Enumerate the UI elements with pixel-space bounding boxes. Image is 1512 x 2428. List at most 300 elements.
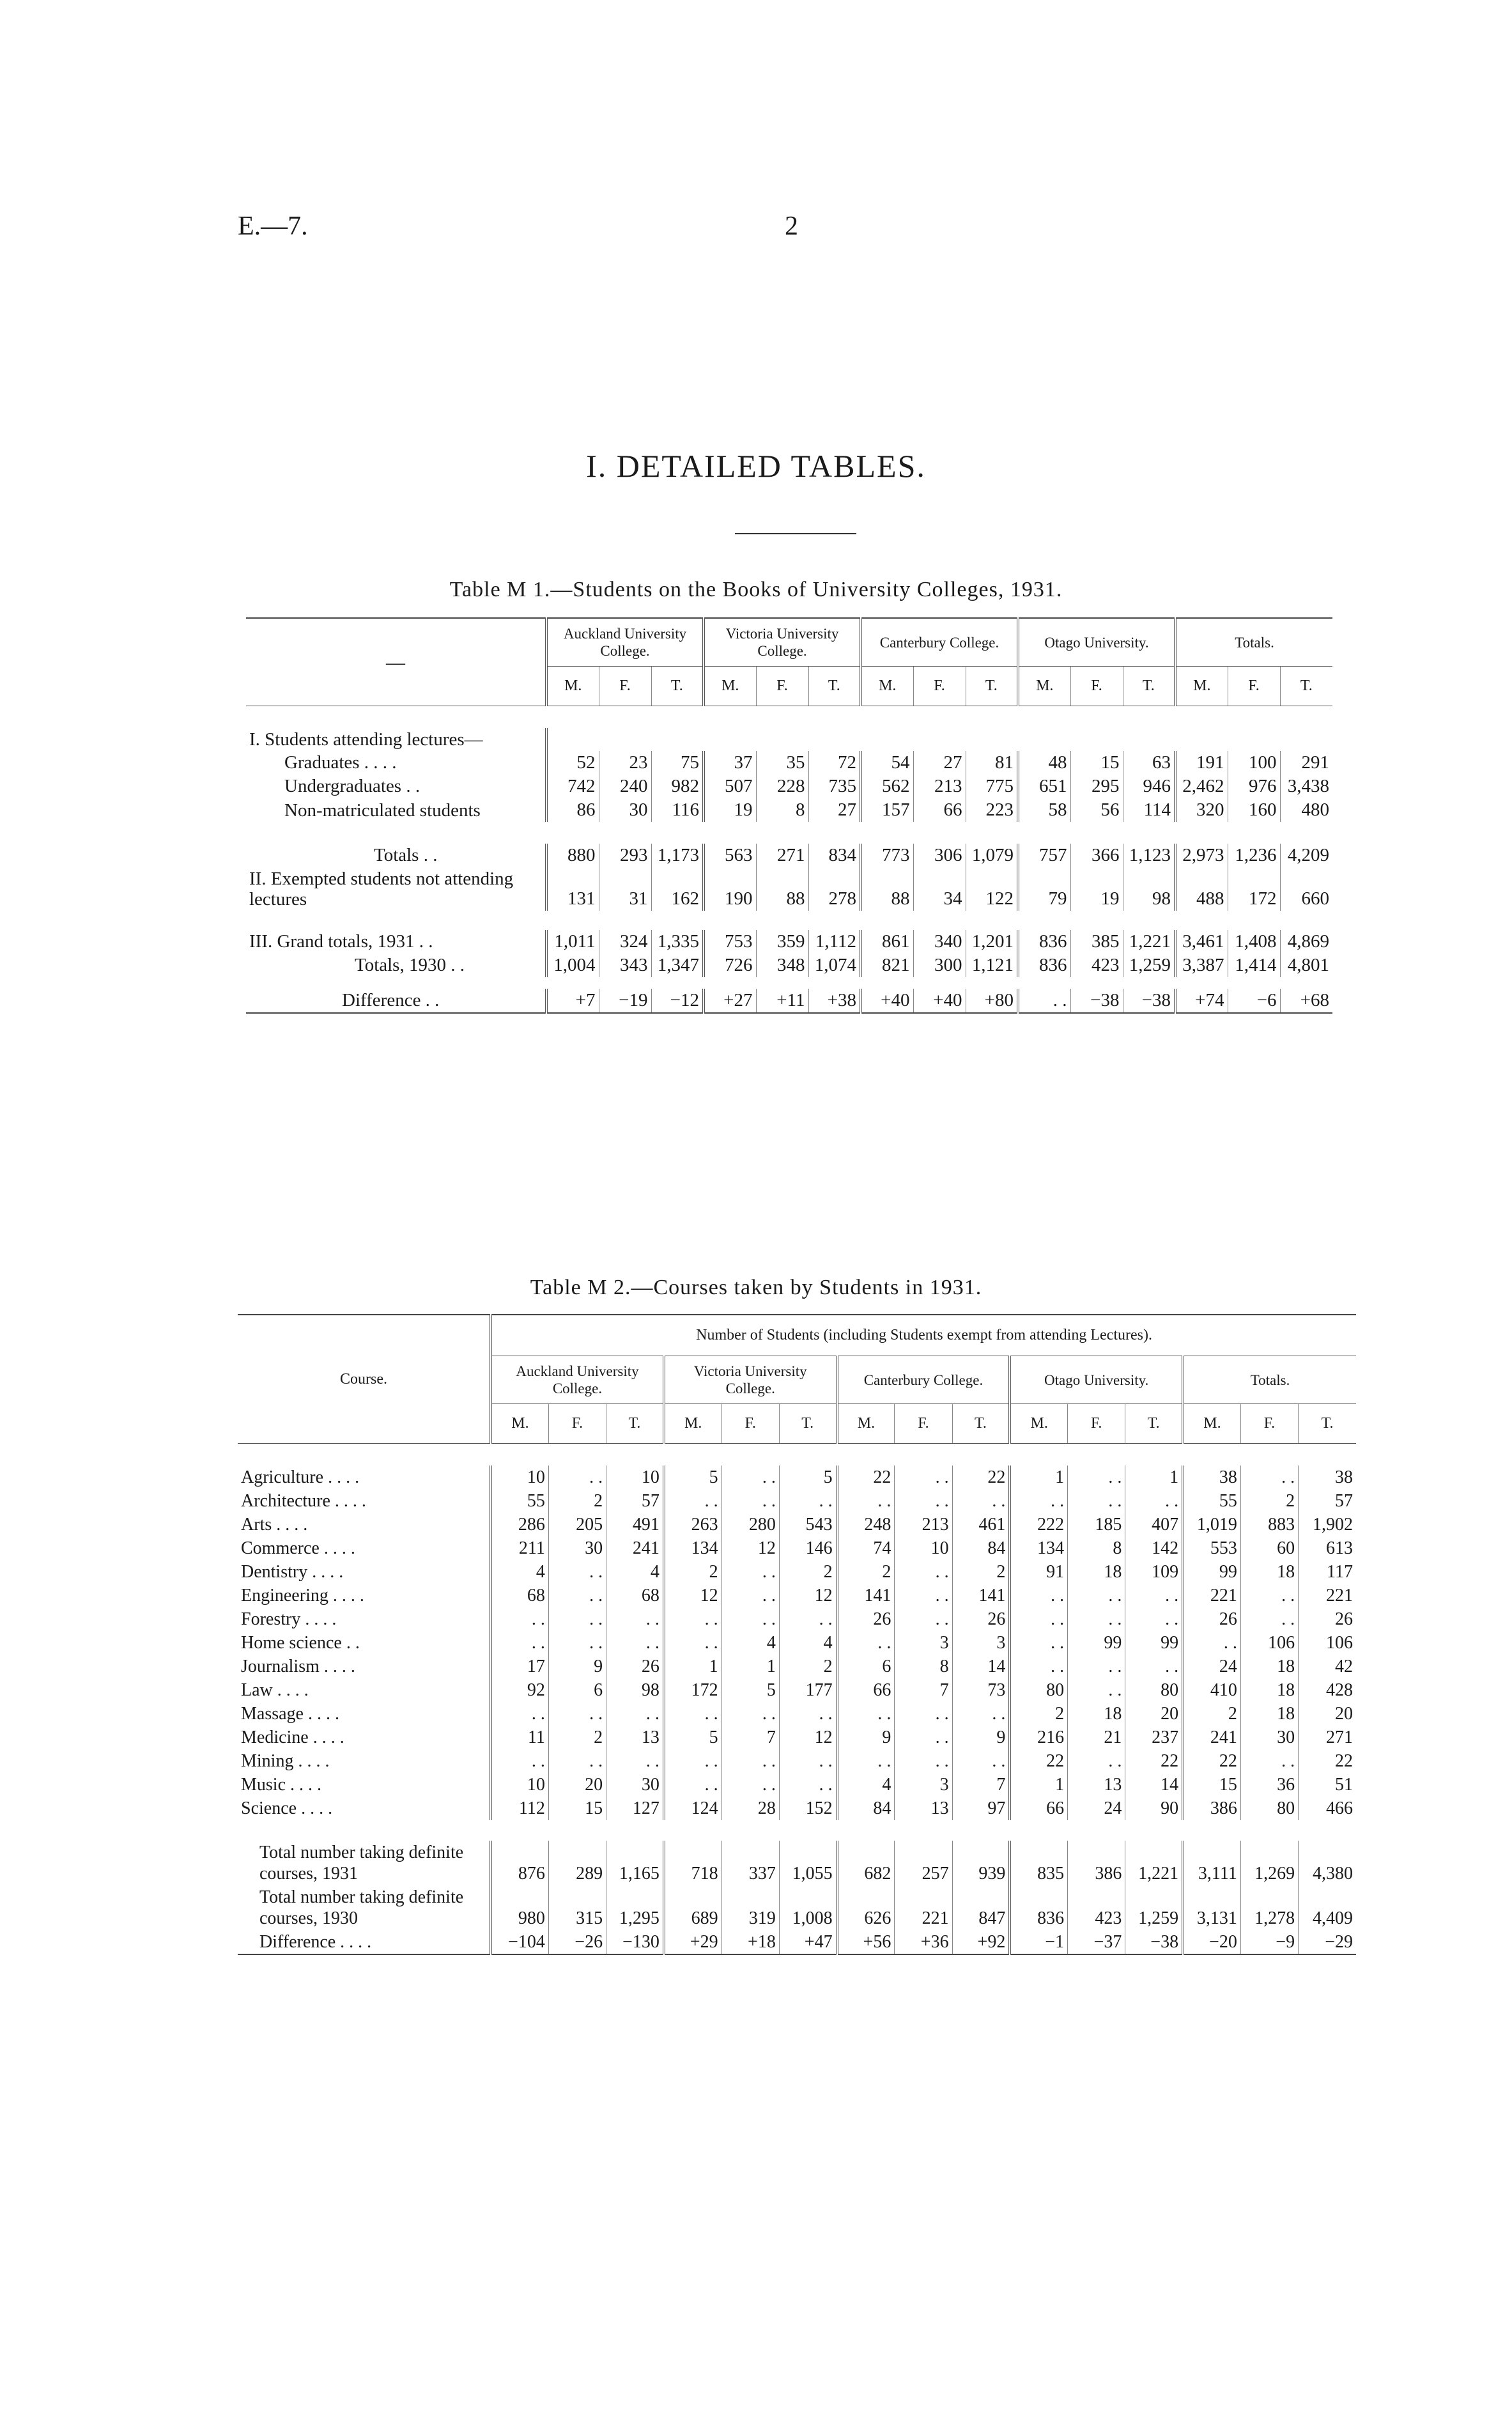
- cell-value: . .: [606, 1607, 664, 1631]
- cell-value: . .: [837, 1489, 895, 1513]
- cell-value: 9: [837, 1726, 895, 1749]
- cell-value: 8: [756, 798, 808, 822]
- cell-value: 10: [606, 1465, 664, 1489]
- sub-column-header: T.: [1125, 1404, 1183, 1444]
- cell-value: . .: [721, 1560, 779, 1584]
- group-header: Totals.: [1183, 1356, 1356, 1404]
- group-header: Auckland University College.: [491, 1356, 664, 1404]
- cell-value: . .: [1010, 1607, 1067, 1631]
- cell-value: . .: [664, 1773, 721, 1797]
- cell-value: 407: [1125, 1513, 1183, 1536]
- group-header: Totals.: [1175, 618, 1332, 667]
- cell-value: 73: [952, 1678, 1010, 1702]
- cell-value: 726: [704, 954, 756, 977]
- cell-value: 81: [966, 751, 1018, 775]
- cell-value: . .: [491, 1607, 548, 1631]
- table-row: [238, 1489, 1356, 1513]
- cell-value: 34: [913, 867, 966, 911]
- cell-value: 68: [491, 1584, 548, 1607]
- cell-value: +92: [952, 1930, 1010, 1954]
- cell-value: 348: [756, 954, 808, 977]
- cell-value: 12: [779, 1726, 837, 1749]
- cell-value: 152: [779, 1797, 837, 1820]
- cell-value: . .: [837, 1631, 895, 1655]
- cell-value: 48: [1018, 751, 1070, 775]
- cell-value: 213: [913, 775, 966, 798]
- cell-value: 55: [1183, 1489, 1240, 1513]
- cell-value: 160: [1228, 798, 1280, 822]
- cell-value: . .: [779, 1489, 837, 1513]
- cell-value: . .: [1010, 1655, 1067, 1678]
- cell-value: 2,973: [1175, 844, 1228, 867]
- cell-value: 100: [1228, 751, 1280, 775]
- cell-value: . .: [1068, 1607, 1125, 1631]
- cell-value: 835: [1010, 1841, 1067, 1885]
- cell-value: 22: [952, 1465, 1010, 1489]
- cell-value: 99: [1068, 1631, 1125, 1655]
- sub-column-header: T.: [651, 667, 704, 706]
- cell-value: 221: [1299, 1584, 1356, 1607]
- table-row: [246, 930, 1332, 954]
- cell-value: 68: [606, 1584, 664, 1607]
- sub-column-header: F.: [1068, 1404, 1125, 1444]
- cell-value: 1,902: [1299, 1513, 1356, 1536]
- cell-value: 13: [895, 1797, 952, 1820]
- cell-value: 13: [1068, 1773, 1125, 1797]
- cell-value: 2: [664, 1560, 721, 1584]
- cell-value: 190: [704, 867, 756, 911]
- cell-value: . .: [779, 1773, 837, 1797]
- cell-value: . .: [1010, 1584, 1067, 1607]
- cell-value: 1: [1125, 1465, 1183, 1489]
- row-label: Totals, 1930 . .: [355, 955, 465, 975]
- table-row: [238, 1513, 1356, 1536]
- table-m1: [246, 617, 1332, 1014]
- cell-value: 84: [952, 1536, 1010, 1560]
- cell-value: 2: [952, 1560, 1010, 1584]
- cell-value: . .: [664, 1607, 721, 1631]
- cell-value: +74: [1175, 989, 1228, 1013]
- cell-value: 31: [599, 867, 651, 911]
- cell-value: 24: [1068, 1797, 1125, 1820]
- cell-value: 1: [664, 1655, 721, 1678]
- cell-value: . .: [837, 1749, 895, 1773]
- cell-value: 1: [1010, 1465, 1067, 1489]
- cell-value: 293: [599, 844, 651, 867]
- cell-value: −38: [1125, 1930, 1183, 1954]
- cell-value: 461: [952, 1513, 1010, 1536]
- cell-value: 26: [837, 1607, 895, 1631]
- sub-column-header: F.: [721, 1404, 779, 1444]
- table-row: [238, 1841, 1356, 1885]
- title-divider: [735, 533, 856, 534]
- cell-value: 146: [779, 1536, 837, 1560]
- cell-value: 1,295: [606, 1885, 664, 1930]
- cell-value: 1,347: [651, 954, 704, 977]
- cell-value: . .: [779, 1749, 837, 1773]
- cell-value: 613: [1299, 1536, 1356, 1560]
- cell-value: 56: [1070, 798, 1123, 822]
- cell-value: +40: [861, 989, 913, 1013]
- cell-value: . .: [1068, 1749, 1125, 1773]
- sub-column-header: T.: [606, 1404, 664, 1444]
- sub-column-header: M.: [861, 667, 913, 706]
- cell-value: . .: [606, 1749, 664, 1773]
- cell-value: 976: [1228, 775, 1280, 798]
- group-header: Otago University.: [1018, 618, 1175, 667]
- cell-value: 90: [1125, 1797, 1183, 1820]
- students-span-header: Number of Students (including Students exempt from attending Lectures).: [491, 1315, 1356, 1356]
- cell-value: 847: [952, 1885, 1010, 1930]
- cell-value: 4: [721, 1631, 779, 1655]
- row-label: Non-matriculated students: [284, 800, 481, 821]
- cell-value: . .: [548, 1749, 606, 1773]
- cell-value: 97: [952, 1797, 1010, 1820]
- sub-column-header: F.: [895, 1404, 952, 1444]
- cell-value: 141: [837, 1584, 895, 1607]
- table-m2-title: Table M 2.—Courses taken by Students in 1931.: [530, 1276, 982, 1299]
- cell-value: +18: [721, 1930, 779, 1954]
- cell-value: 86: [546, 798, 599, 822]
- sub-column-header: M.: [1010, 1404, 1067, 1444]
- cell-value: . .: [721, 1584, 779, 1607]
- cell-value: . .: [1010, 1489, 1067, 1513]
- cell-value: 20: [1125, 1702, 1183, 1726]
- cell-value: 5: [664, 1465, 721, 1489]
- cell-value: 563: [704, 844, 756, 867]
- cell-value: 23: [599, 751, 651, 775]
- cell-value: −130: [606, 1930, 664, 1954]
- cell-value: 3,111: [1183, 1841, 1240, 1885]
- cell-value: 248: [837, 1513, 895, 1536]
- cell-value: 4: [837, 1773, 895, 1797]
- cell-value: 211: [491, 1536, 548, 1560]
- cell-value: 836: [1010, 1885, 1067, 1930]
- cell-value: . .: [952, 1749, 1010, 1773]
- cell-value: 9: [548, 1655, 606, 1678]
- cell-value: 423: [1068, 1885, 1125, 1930]
- cell-value: 626: [837, 1885, 895, 1930]
- cell-value: 2: [837, 1560, 895, 1584]
- cell-value: 60: [1240, 1536, 1298, 1560]
- cell-value: 7: [895, 1678, 952, 1702]
- cell-value: 66: [913, 798, 966, 822]
- cell-value: 834: [808, 844, 861, 867]
- cell-value: 106: [1240, 1631, 1298, 1655]
- cell-value: . .: [1068, 1584, 1125, 1607]
- cell-value: 2: [1240, 1489, 1298, 1513]
- cell-value: 98: [606, 1678, 664, 1702]
- cell-value: 286: [491, 1513, 548, 1536]
- cell-value: 22: [1125, 1749, 1183, 1773]
- cell-value: 3,131: [1183, 1885, 1240, 1930]
- cell-value: −29: [1299, 1930, 1356, 1954]
- cell-value: 1,259: [1123, 954, 1175, 977]
- cell-value: . .: [1068, 1678, 1125, 1702]
- cell-value: 1,079: [966, 844, 1018, 867]
- cell-value: 278: [808, 867, 861, 911]
- cell-value: 10: [491, 1465, 548, 1489]
- cell-value: 63: [1123, 751, 1175, 775]
- table-row: [238, 1726, 1356, 1749]
- cell-value: 1,408: [1228, 930, 1280, 954]
- table-row: [238, 1631, 1356, 1655]
- cell-value: 24: [1183, 1655, 1240, 1678]
- cell-value: . .: [895, 1560, 952, 1584]
- cell-value: 2: [548, 1726, 606, 1749]
- table-row: [238, 1465, 1356, 1489]
- cell-value: 7: [952, 1773, 1010, 1797]
- cell-value: . .: [1018, 989, 1070, 1013]
- cell-value: +7: [546, 989, 599, 1013]
- row-label: Total number taking definite courses, 1930: [259, 1887, 464, 1928]
- cell-value: +56: [837, 1930, 895, 1954]
- cell-value: 4,869: [1280, 930, 1332, 954]
- cell-value: 141: [952, 1584, 1010, 1607]
- cell-value: . .: [895, 1465, 952, 1489]
- cell-value: 280: [721, 1513, 779, 1536]
- cell-value: 775: [966, 775, 1018, 798]
- cell-value: . .: [1125, 1607, 1183, 1631]
- cell-value: 11: [491, 1726, 548, 1749]
- cell-value: 1,112: [808, 930, 861, 954]
- cell-value: 216: [1010, 1726, 1067, 1749]
- group-header: Canterbury College.: [861, 618, 1018, 667]
- cell-value: . .: [1068, 1655, 1125, 1678]
- cell-value: 386: [1068, 1841, 1125, 1885]
- row-label: Medicine . . . .: [241, 1728, 344, 1747]
- cell-value: 27: [808, 798, 861, 822]
- cell-value: −20: [1183, 1930, 1240, 1954]
- row-label: Home science . .: [241, 1633, 360, 1653]
- cell-value: . .: [952, 1702, 1010, 1726]
- cell-value: 562: [861, 775, 913, 798]
- cell-value: 240: [599, 775, 651, 798]
- cell-value: 241: [1183, 1726, 1240, 1749]
- cell-value: . .: [606, 1631, 664, 1655]
- cell-value: 291: [1280, 751, 1332, 775]
- cell-value: 359: [756, 930, 808, 954]
- cell-value: . .: [1010, 1631, 1067, 1655]
- cell-value: 75: [651, 751, 704, 775]
- cell-value: 131: [546, 867, 599, 911]
- cell-value: 343: [599, 954, 651, 977]
- row-label: Law . . . .: [241, 1680, 309, 1700]
- cell-value: 6: [548, 1678, 606, 1702]
- cell-value: 74: [837, 1536, 895, 1560]
- cell-value: 22: [1183, 1749, 1240, 1773]
- cell-value: . .: [721, 1607, 779, 1631]
- cell-value: 1,221: [1123, 930, 1175, 954]
- cell-value: 9: [952, 1726, 1010, 1749]
- row-label: Music . . . .: [241, 1775, 321, 1795]
- cell-value: 876: [491, 1841, 548, 1885]
- sub-column-header: F.: [1070, 667, 1123, 706]
- table-row: [246, 989, 1332, 1013]
- cell-value: −12: [651, 989, 704, 1013]
- cell-value: 177: [779, 1678, 837, 1702]
- cell-value: 423: [1070, 954, 1123, 977]
- cell-value: 1,414: [1228, 954, 1280, 977]
- sub-column-header: M.: [664, 1404, 721, 1444]
- cell-value: . .: [721, 1489, 779, 1513]
- table-row: [238, 1584, 1356, 1607]
- cell-value: 112: [491, 1797, 548, 1820]
- sub-column-header: T.: [952, 1404, 1010, 1444]
- cell-value: 99: [1125, 1631, 1183, 1655]
- row-label: Graduates . . . .: [284, 752, 397, 773]
- cell-value: 30: [606, 1773, 664, 1797]
- cell-value: 99: [1183, 1560, 1240, 1584]
- sub-column-header: F.: [548, 1404, 606, 1444]
- sub-column-header: F.: [913, 667, 966, 706]
- cell-value: . .: [548, 1560, 606, 1584]
- cell-value: +68: [1280, 989, 1332, 1013]
- cell-value: 142: [1125, 1536, 1183, 1560]
- cell-value: 127: [606, 1797, 664, 1820]
- cell-value: 2: [779, 1655, 837, 1678]
- cell-value: 2: [1010, 1702, 1067, 1726]
- cell-value: −1: [1010, 1930, 1067, 1954]
- cell-value: 366: [1070, 844, 1123, 867]
- cell-value: 295: [1070, 775, 1123, 798]
- row-label: Difference . .: [246, 989, 546, 1013]
- sub-column-header: T.: [1123, 667, 1175, 706]
- cell-value: . .: [1240, 1749, 1298, 1773]
- cell-value: . .: [721, 1702, 779, 1726]
- cell-value: 3,387: [1175, 954, 1228, 977]
- cell-value: 946: [1123, 775, 1175, 798]
- row-label: Dentistry . . . .: [241, 1562, 344, 1582]
- cell-value: 14: [1125, 1773, 1183, 1797]
- cell-value: 488: [1175, 867, 1228, 911]
- cell-value: . .: [779, 1702, 837, 1726]
- cell-value: 742: [546, 775, 599, 798]
- cell-value: 982: [651, 775, 704, 798]
- row-label: Journalism . . . .: [241, 1657, 355, 1676]
- cell-value: 689: [664, 1885, 721, 1930]
- cell-value: 821: [861, 954, 913, 977]
- cell-value: 114: [1123, 798, 1175, 822]
- cell-value: 7: [721, 1726, 779, 1749]
- cell-value: 18: [1068, 1560, 1125, 1584]
- cell-value: . .: [664, 1749, 721, 1773]
- cell-value: 106: [1299, 1631, 1356, 1655]
- cell-value: 117: [1299, 1560, 1356, 1584]
- sub-column-header: M.: [837, 1404, 895, 1444]
- cell-value: . .: [721, 1749, 779, 1773]
- cell-value: . .: [721, 1465, 779, 1489]
- cell-value: 480: [1280, 798, 1332, 822]
- table-row: [238, 1678, 1356, 1702]
- cell-value: 980: [491, 1885, 548, 1930]
- sub-column-header: T.: [779, 1404, 837, 1444]
- cell-value: −6: [1228, 989, 1280, 1013]
- cell-value: 162: [651, 867, 704, 911]
- cell-value: 19: [1070, 867, 1123, 911]
- cell-value: 410: [1183, 1678, 1240, 1702]
- cell-value: 66: [1010, 1797, 1067, 1820]
- cell-value: 109: [1125, 1560, 1183, 1584]
- cell-value: +80: [966, 989, 1018, 1013]
- cell-value: . .: [548, 1702, 606, 1726]
- cell-value: 324: [599, 930, 651, 954]
- cell-value: 12: [721, 1536, 779, 1560]
- cell-value: . .: [548, 1465, 606, 1489]
- group-header: Auckland University College.: [546, 618, 704, 667]
- table-row: [238, 1773, 1356, 1797]
- cell-value: 880: [546, 844, 599, 867]
- group-header: Canterbury College.: [837, 1356, 1010, 1404]
- cell-value: . .: [1125, 1584, 1183, 1607]
- sub-column-header: T.: [1280, 667, 1332, 706]
- cell-value: +47: [779, 1930, 837, 1954]
- cell-value: 466: [1299, 1797, 1356, 1820]
- cell-value: 836: [1018, 930, 1070, 954]
- cell-value: 836: [1018, 954, 1070, 977]
- cell-value: 428: [1299, 1678, 1356, 1702]
- cell-value: 10: [491, 1773, 548, 1797]
- cell-value: 26: [1299, 1607, 1356, 1631]
- cell-value: 15: [1183, 1773, 1240, 1797]
- cell-value: 2: [548, 1489, 606, 1513]
- cell-value: . .: [491, 1749, 548, 1773]
- cell-value: 660: [1280, 867, 1332, 911]
- row-label: Undergraduates . .: [284, 776, 420, 796]
- table-row: [246, 954, 1332, 977]
- cell-value: 1,004: [546, 954, 599, 977]
- cell-value: −19: [599, 989, 651, 1013]
- table-m1-corner: —: [246, 618, 546, 706]
- cell-value: 340: [913, 930, 966, 954]
- cell-value: 237: [1125, 1726, 1183, 1749]
- cell-value: 221: [1183, 1584, 1240, 1607]
- cell-value: 2: [779, 1560, 837, 1584]
- page-number: 2: [785, 212, 798, 241]
- cell-value: 507: [704, 775, 756, 798]
- cell-value: 2: [1183, 1702, 1240, 1726]
- cell-value: 1,278: [1240, 1885, 1298, 1930]
- cell-value: 88: [756, 867, 808, 911]
- cell-value: 1,173: [651, 844, 704, 867]
- cell-value: 289: [548, 1841, 606, 1885]
- cell-value: 12: [664, 1584, 721, 1607]
- sub-column-header: M.: [1183, 1404, 1240, 1444]
- cell-value: 718: [664, 1841, 721, 1885]
- cell-value: 4: [606, 1560, 664, 1584]
- cell-value: 319: [721, 1885, 779, 1930]
- cell-value: −26: [548, 1930, 606, 1954]
- cell-value: 18: [1240, 1655, 1298, 1678]
- cell-value: 80: [1010, 1678, 1067, 1702]
- cell-value: 36: [1240, 1773, 1298, 1797]
- cell-value: 88: [861, 867, 913, 911]
- cell-value: 8: [895, 1655, 952, 1678]
- cell-value: −9: [1240, 1930, 1298, 1954]
- cell-value: 315: [548, 1885, 606, 1930]
- table-row: [246, 751, 1332, 775]
- page-reference: E.—7.: [238, 212, 308, 241]
- row-label: Massage . . . .: [241, 1704, 339, 1724]
- cell-value: 773: [861, 844, 913, 867]
- cell-value: 735: [808, 775, 861, 798]
- sub-column-header: F.: [1228, 667, 1280, 706]
- cell-value: . .: [491, 1702, 548, 1726]
- course-column-header: Course.: [238, 1315, 491, 1444]
- cell-value: 1,201: [966, 930, 1018, 954]
- cell-value: 1,074: [808, 954, 861, 977]
- cell-value: 18: [1240, 1560, 1298, 1584]
